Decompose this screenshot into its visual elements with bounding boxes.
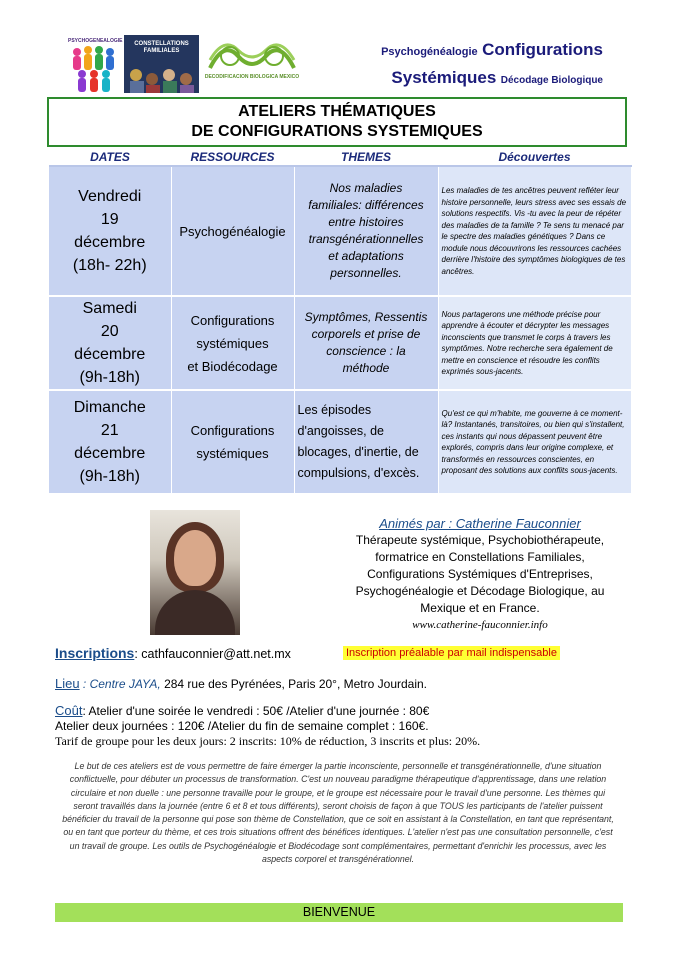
theme-text: conscience : la bbox=[326, 344, 406, 358]
resource-text: Configurations bbox=[190, 312, 275, 328]
date-cell bbox=[49, 390, 171, 494]
title-box bbox=[47, 97, 627, 147]
resource-text: et Biodécodage bbox=[187, 358, 278, 374]
date-number: 21 bbox=[100, 422, 119, 439]
date-number: 19 bbox=[100, 211, 119, 228]
date-hours: (9h-18h) bbox=[79, 468, 140, 485]
photo-body bbox=[155, 590, 235, 635]
header-line2 bbox=[391, 68, 603, 88]
lieu-label: Lieu bbox=[55, 676, 80, 691]
theme-text: Symptômes, Ressentis bbox=[304, 310, 428, 324]
header-decodage: Décodage Biologique bbox=[500, 75, 603, 86]
theme-cell bbox=[294, 296, 438, 390]
theme-text: Les épisodes bbox=[297, 403, 372, 417]
table-row bbox=[49, 390, 631, 494]
theme-text: transgénérationnelles bbox=[308, 232, 424, 246]
bienvenue-banner: BIENVENUE bbox=[55, 903, 623, 922]
inscription-notice: Inscription préalable par mail indispensable bbox=[343, 646, 560, 660]
date-month: décembre bbox=[74, 346, 146, 363]
theme-text: familiales: différences bbox=[308, 198, 424, 212]
title-line1: ATELIERS THÉMATIQUES bbox=[238, 103, 436, 120]
table-header-row bbox=[49, 149, 631, 166]
inscriptions-label: Inscriptions bbox=[55, 645, 135, 661]
resource-text: Configurations bbox=[190, 423, 275, 438]
decouvertes-cell: Les maladies de tes ancêtres peuvent refléter leur histoire personnelle, leurs stress avec ses essais de solutions respectifs. Vis -tu avec la peur de répéter des maladies de ta famille ? Te sens tu menacé par le spectre des maladies génétiques ? Dans ce module nous découvrirons les ressources cachées derrière l'histoire des symptômes biologiques de tes ancêtres. bbox=[438, 166, 631, 296]
theme-text: compulsions, d'excès. bbox=[297, 466, 420, 480]
date-cell bbox=[49, 296, 171, 390]
theme-cell bbox=[294, 166, 438, 296]
date-day: Samedi bbox=[82, 300, 137, 317]
theme-text: entre histoires bbox=[328, 215, 404, 229]
decouvertes-cell: Qu'est ce qui m'habite, me gouverne à ce moment-là? Instantanés, transitoires, ou bien qui s'installent, ces instants qui nous dépassent peuvent être explorés, compris dans leur origine complexe, et transformés en ressources conscientes, en proposant des solutions aux conflits sous-jacents. bbox=[438, 390, 631, 494]
resource-text: systémiques bbox=[196, 446, 269, 461]
resource-cell bbox=[171, 166, 294, 296]
animator-line: Mexique et en France. bbox=[420, 601, 540, 615]
table-row bbox=[49, 296, 631, 390]
theme-text: corporels et prise de bbox=[311, 327, 421, 341]
theme-text: méthode bbox=[342, 361, 390, 375]
inscriptions-line bbox=[55, 645, 291, 661]
animator-line: Configurations Systémiques d'Entreprises, bbox=[367, 567, 593, 581]
header-decouvertes: Découvertes bbox=[438, 149, 631, 166]
website-link[interactable]: www.catherine-fauconnier.info bbox=[412, 619, 548, 631]
lieu-address: 284 rue des Pyrénées, Paris 20°, Metro Jourdain. bbox=[160, 677, 428, 691]
photo-face bbox=[174, 530, 216, 586]
date-day: Dimanche bbox=[73, 399, 146, 416]
resource-text: systémiques bbox=[196, 335, 269, 351]
constellations-familiales-logo bbox=[124, 35, 199, 93]
theme-text: et adaptations bbox=[328, 249, 404, 263]
lieu-line bbox=[55, 676, 427, 691]
green-spiral-icon bbox=[204, 38, 300, 74]
cout-line2: Atelier deux journées : 120€ /Atelier du fin de semaine complet : 160€. bbox=[55, 719, 429, 733]
header-dates: DATES bbox=[49, 149, 171, 166]
animator-photo bbox=[150, 510, 240, 635]
resource-cell bbox=[171, 390, 294, 494]
animator-block bbox=[300, 515, 660, 634]
header-line1 bbox=[381, 40, 603, 60]
animator-heading: Animés par : Catherine Fauconnier bbox=[379, 516, 581, 531]
cout-line3: Tarif de groupe pour les deux jours: 2 inscrits: 10% de réduction, 3 inscrits et plus: 20%. bbox=[55, 734, 481, 748]
program-table bbox=[49, 149, 632, 495]
cout-label: Coût bbox=[55, 703, 83, 718]
animator-line: Thérapeute systémique, Psychobiothérapeute, bbox=[355, 533, 605, 547]
theme-text: personnelles. bbox=[330, 266, 402, 280]
header-themes: THEMES bbox=[294, 149, 438, 166]
table-row bbox=[49, 166, 631, 296]
header-ressources: RESSOURCES bbox=[171, 149, 294, 166]
header-systemiques: Systémiques bbox=[391, 68, 497, 87]
date-number: 20 bbox=[100, 323, 119, 340]
lieu-place: : Centre JAYA, bbox=[79, 677, 161, 691]
decodificacion-biologica-logo bbox=[204, 38, 300, 94]
title-line2: DE CONFIGURATIONS SYSTEMIQUES bbox=[191, 123, 483, 140]
cout-line1: : Atelier d'une soirée le vendredi : 50€ /Atelier d'une journée : 80€ bbox=[82, 704, 430, 718]
animator-line: Psychogénéalogie et Décodage Biologique, au bbox=[355, 584, 605, 598]
psychogenealogie-logo bbox=[68, 38, 122, 94]
logo1-text: PSYCHOGENEALOGIE bbox=[68, 38, 123, 44]
date-cell bbox=[49, 166, 171, 296]
people-figures-icon bbox=[68, 38, 122, 94]
date-month: décembre bbox=[74, 234, 146, 251]
logo3-text: DECODIFICACION BIOLOGICA MEXICO bbox=[204, 74, 300, 80]
resource-text: Psychogénéalogie bbox=[179, 223, 286, 239]
logo2-text: CONSTELLATIONS FAMILIALES bbox=[134, 41, 189, 54]
theme-text: blocages, d'inertie, de bbox=[297, 445, 419, 459]
description-paragraph: Le but de ces ateliers est de vous permettre de faire émerger la partie inconsciente, personnelle et transgénérationnelle, d'une situation conflictuelle, pour débuter un processus de transformation. C'est un nouveau paradigme thérapeutique d'apprentissage, dans une relation circulaire et non duelle : une personne travaille pour le groupe, et le groupe est nécessaire pour le travail d'une personne. Les thèmes qui seront travaillés dans la journée (entre 6 et 8 et tous différents), seront choisis de façon à que TOUS les participants de l'atelier puissent bénéficier du travail de la personne qui pose son thème de Constellation, que ce soit en assistant à la Constellation, en tant que représentant, ou en tant que porteur du thème, et ces trois situations offrent des bénéfices identiques. L'atelier n'est pas une consultation personnelle, c'est un travail de groupe. Les outils de Psychogénéalogie et Biodécodage sont complémentaires, permettant d'enrichir les processus, avec les aspects corporel et transgénérationnel. bbox=[62, 761, 614, 865]
header-configurations: Configurations bbox=[482, 40, 603, 59]
cout-block bbox=[55, 703, 480, 749]
theme-text: Nos maladies bbox=[329, 181, 403, 195]
resource-cell bbox=[171, 296, 294, 390]
date-month: décembre bbox=[74, 445, 146, 462]
theme-text: d'angoisses, de bbox=[297, 424, 384, 438]
theme-cell bbox=[294, 390, 438, 494]
date-day: Vendredi bbox=[78, 188, 142, 205]
animator-line: formatrice en Constellations Familiales, bbox=[375, 550, 585, 564]
decouvertes-cell: Nous partagerons une méthode précise pour apprendre à écouter et décrypter les messages inconscients que transmet le corps à travers les symptômes. Notre recherche sera également de mettre en conscience et résoudre les conflits exprimés sous-jacents. bbox=[438, 296, 631, 390]
inscriptions-email[interactable]: : cathfauconnier@att.net.mx bbox=[134, 647, 291, 661]
date-hours: (9h-18h) bbox=[79, 369, 140, 386]
header-psychogenealogie: Psychogénéalogie bbox=[381, 46, 478, 58]
date-hours: (18h- 22h) bbox=[72, 257, 147, 274]
